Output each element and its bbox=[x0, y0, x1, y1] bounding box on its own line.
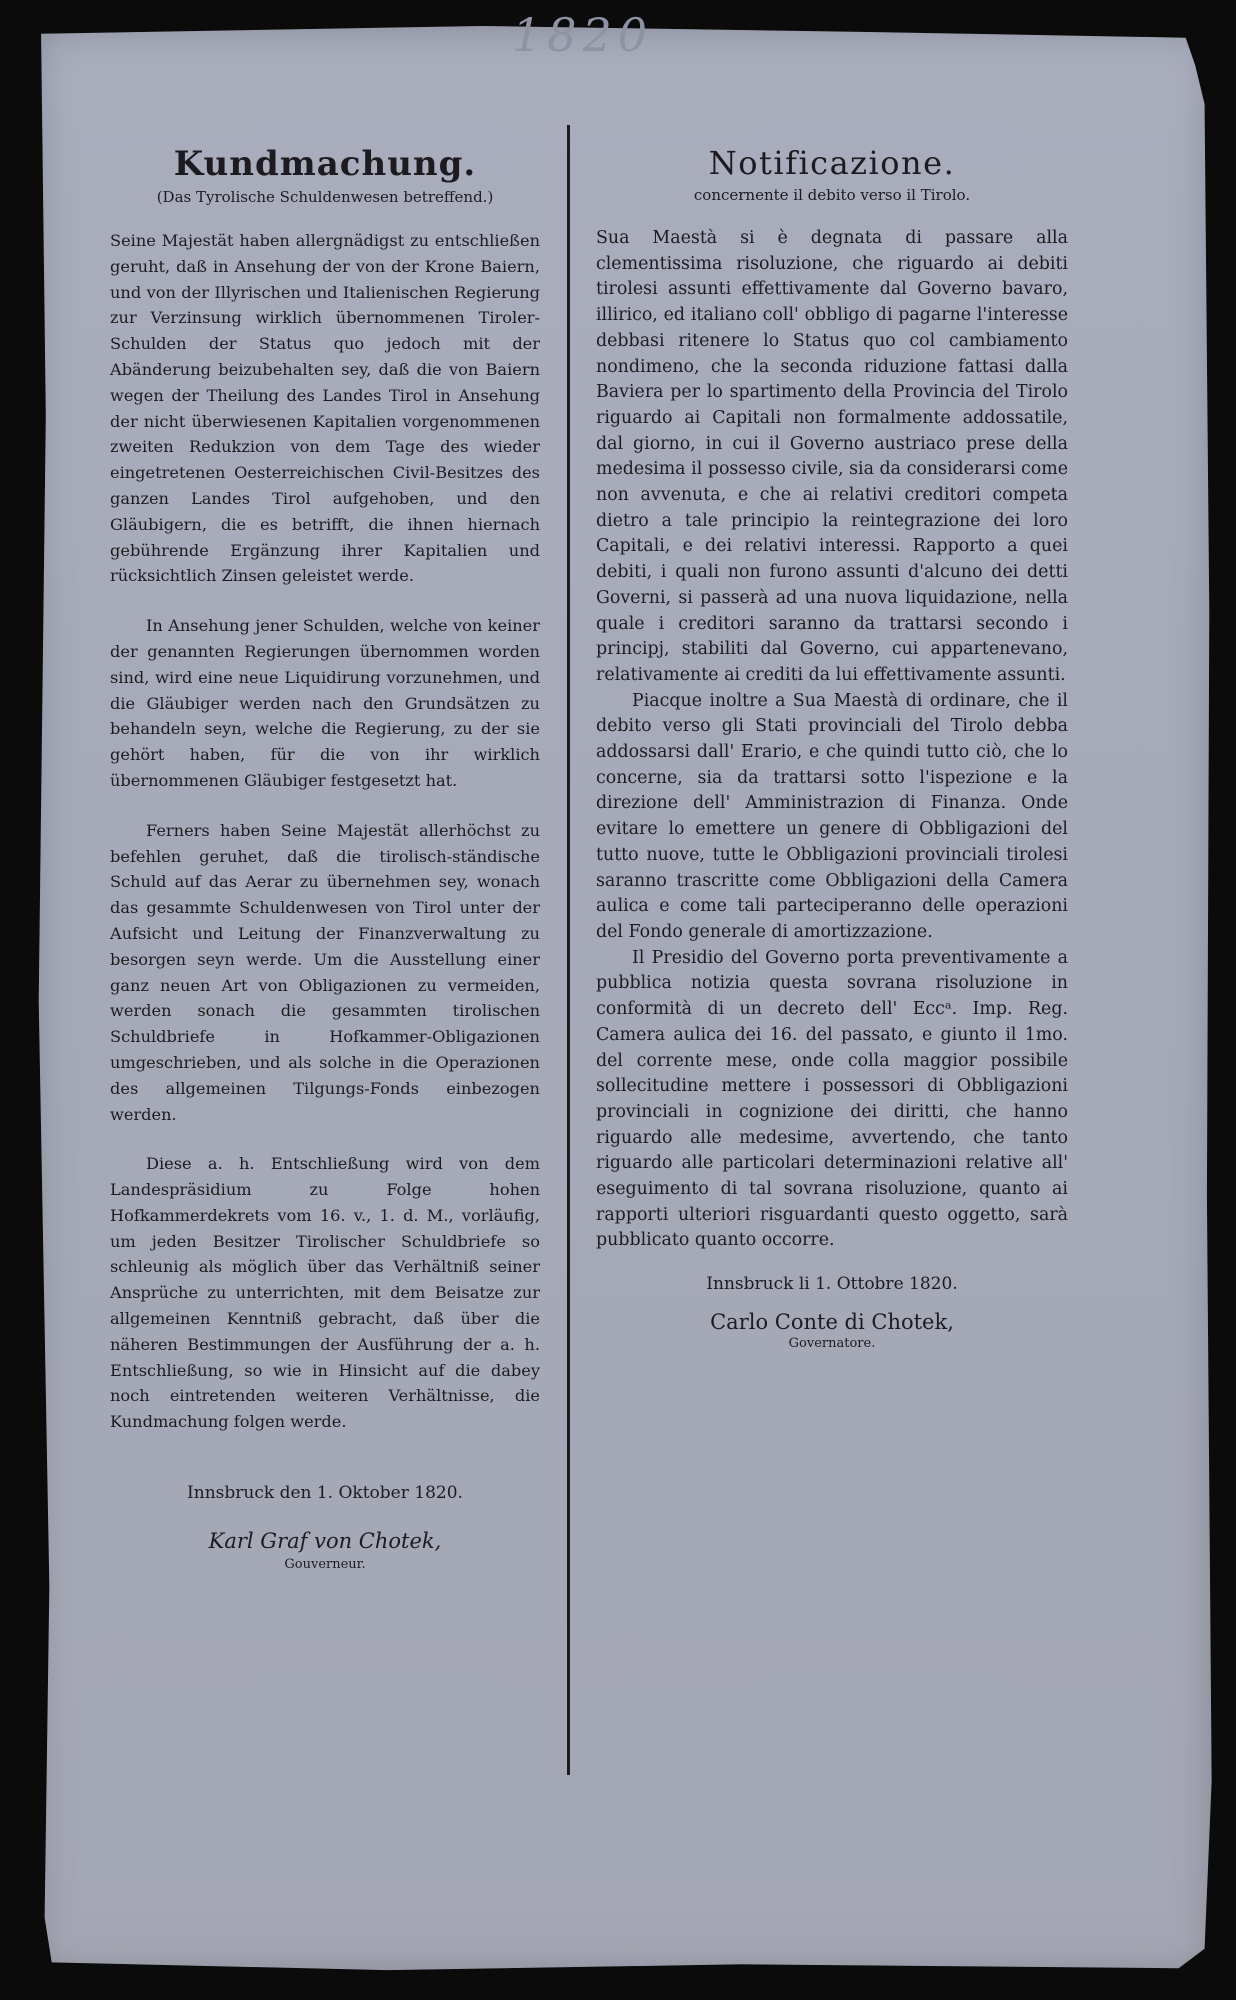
italian-place-date: Innsbruck li 1. Ottobre 1820. bbox=[706, 1274, 958, 1295]
german-role: Gouverneur. bbox=[284, 1557, 366, 1573]
german-paragraph-2: In Ansehung jener Schulden, welche von keiner der genannten Regierungen übernommen worden sind, wird eine neue Liquidirung vorzunehmen, und die Gläubiger werden nach den Grundsätzen zu behandeln seyn, welche die Regierung, zu der sie gehört haben, für die von ihr wirklich übernommenen Gläubiger festgesetzt hat. bbox=[110, 616, 540, 790]
italian-paragraph-1: Sua Maestà si è degnata di passare alla clementissima risoluzione, che riguardo ai debiti tirolesi assunti effettivamente dal Governo bavaro, illirico, ed italiano coll' obbligo di pagarne l'interesse debbasi ritenere lo Status quo col cambiamento nondimeno, che la seconda riduzione fattasi dalla Baviera per lo spartimento della Provincia del Tirolo riguardo ai Capitali non formalmente addossatile, dal giorno, in cui il Governo austriaco prese della medesima il possesso civile, sia da considerarsi come non avvenuta, e che ai relativi creditori competa dietro a tale principio la reintegrazione dei loro Capitali, e dei relativi interessi. Rapporto a quei debiti, i quali non furono assunti d'alcuno dei detti Governi, si passerà ad una nuova liquidazione, nella quale i creditori saranno da trattarsi secondo i principj, stabiliti dal Governo, cui appartenevano, relativamente ai crediti da lui effettivamente assunti. bbox=[596, 228, 1068, 685]
italian-paragraph-2: Piacque inoltre a Sua Maestà di ordinare, che il debito verso gli Stati provinciali del Tirolo debba addossarsi dall' Erario, e che quindi tutto ciò, che lo concerne, sia da trattarsi sotto l'ispezione e la direzione dell' Amministrazion di Finanza. Onde evitare lo emettere un genere di Obbligazioni del tutto nuove, tutte le Obbligazioni provinciali tirolesi saranno trascritte come Obbligazioni della Camera aulica e come tali parteciperanno delle operazioni del Fondo generale di amortizzazione. bbox=[596, 690, 1068, 942]
pencil-annotation: 1820 bbox=[512, 8, 654, 62]
german-subtitle: (Das Tyrolische Schuldenwesen betreffend.) bbox=[156, 188, 494, 206]
column-divider bbox=[567, 125, 570, 1775]
german-paragraph-4: Diese a. h. Entschließung wird von dem Landespräsidium zu Folge hohen Hofkammerdekrets vom 16. v., 1. d. M., vorläufig, um jeden Besitzer Tirolischer Schuldbriefe so schleunig als möglich über das Verhältniß seiner Ansprüche zu unterrichten, mit dem Beisatze zur allgemeinen Kenntniß gebracht, daß über die näheren Bestimmungen der Ausführung der a. h. Entschließung, so wie in Hinsicht auf die dabey noch eintretenden weiteren Verhältnisse, die Kundmachung folgen werde. bbox=[110, 1154, 540, 1432]
italian-subtitle: concernente il debito verso il Tirolo. bbox=[693, 186, 971, 204]
italian-signature: Carlo Conte di Chotek, bbox=[710, 1310, 954, 1335]
italian-column bbox=[596, 120, 1068, 1351]
german-paragraph-3: Ferners haben Seine Majestät allerhöchst zu befehlen geruhet, daß die tirolisch-ständische Schuld auf das Aerar zu übernehmen sey, wonach das gesammte Schuldenwesen von Tirol unter der Aufsicht und Leitung der Finanzverwaltung zu besorgen seyn werde. Um die Ausstellung einer ganz neuen Art von Obligazionen zu vermeiden, werden sonach die gesammten tirolischen Schuldbriefe in Hofkammer-Obligazionen umgeschrieben, und als solche in die Operazionen des allgemeinen Tilgungs-Fonds einbezogen werden. bbox=[110, 820, 540, 1124]
italian-role: Governatore. bbox=[788, 1336, 876, 1352]
german-column bbox=[110, 120, 540, 1572]
italian-title: Notificazione. bbox=[708, 144, 956, 182]
german-title: Kundmachung. bbox=[173, 144, 477, 184]
german-place-date: Innsbruck den 1. Oktober 1820. bbox=[187, 1483, 463, 1504]
german-signature: Karl Graf von Chotek, bbox=[208, 1529, 442, 1554]
german-paragraph-1: Seine Majestät haben allergnädigst zu entschließen geruht, daß in Ansehung der von der Krone Baiern, und von der Illyrischen und Italienischen Regierung zur Verzinsung wirklich übernommenen Tiroler-Schulden der Status quo jedoch mit der Abänderung beizubehalten sey, daß die von Baiern wegen der Theilung des Landes Tirol in Ansehung der nicht überwiesenen Kapitalien vorgenommenen zweiten Redukzion von dem Tage des wieder eingetretenen Oesterreichischen Civil-Besitzes des ganzen Landes Tirol aufgehoben, und den Gläubigern, die es betrifft, die ihnen hiernach gebührende Ergänzung ihrer Kapitalien und rücksichtlich Zinsen geleistet werde. bbox=[110, 231, 540, 586]
italian-paragraph-3: Il Presidio del Governo porta preventivamente a pubblica notizia questa sovrana risoluzione in conformità di un decreto dell' Eccᵃ. Imp. Reg. Camera aulica dei 16. del passato, e giunto il 1mo. del corrente mese, onde colla maggior possibile sollecitudine mettere i possessori di Obbligazioni provinciali in cognizione dei diritti, che hanno riguardo alle medesime, avvertendo, che tanto riguardo alle particolari determinazioni relative all' eseguimento di tal sovrana risoluzione, quanto ai rapporti ulteriori risguardanti questo oggetto, sarà pubblicato quanto occorre. bbox=[596, 947, 1068, 1251]
